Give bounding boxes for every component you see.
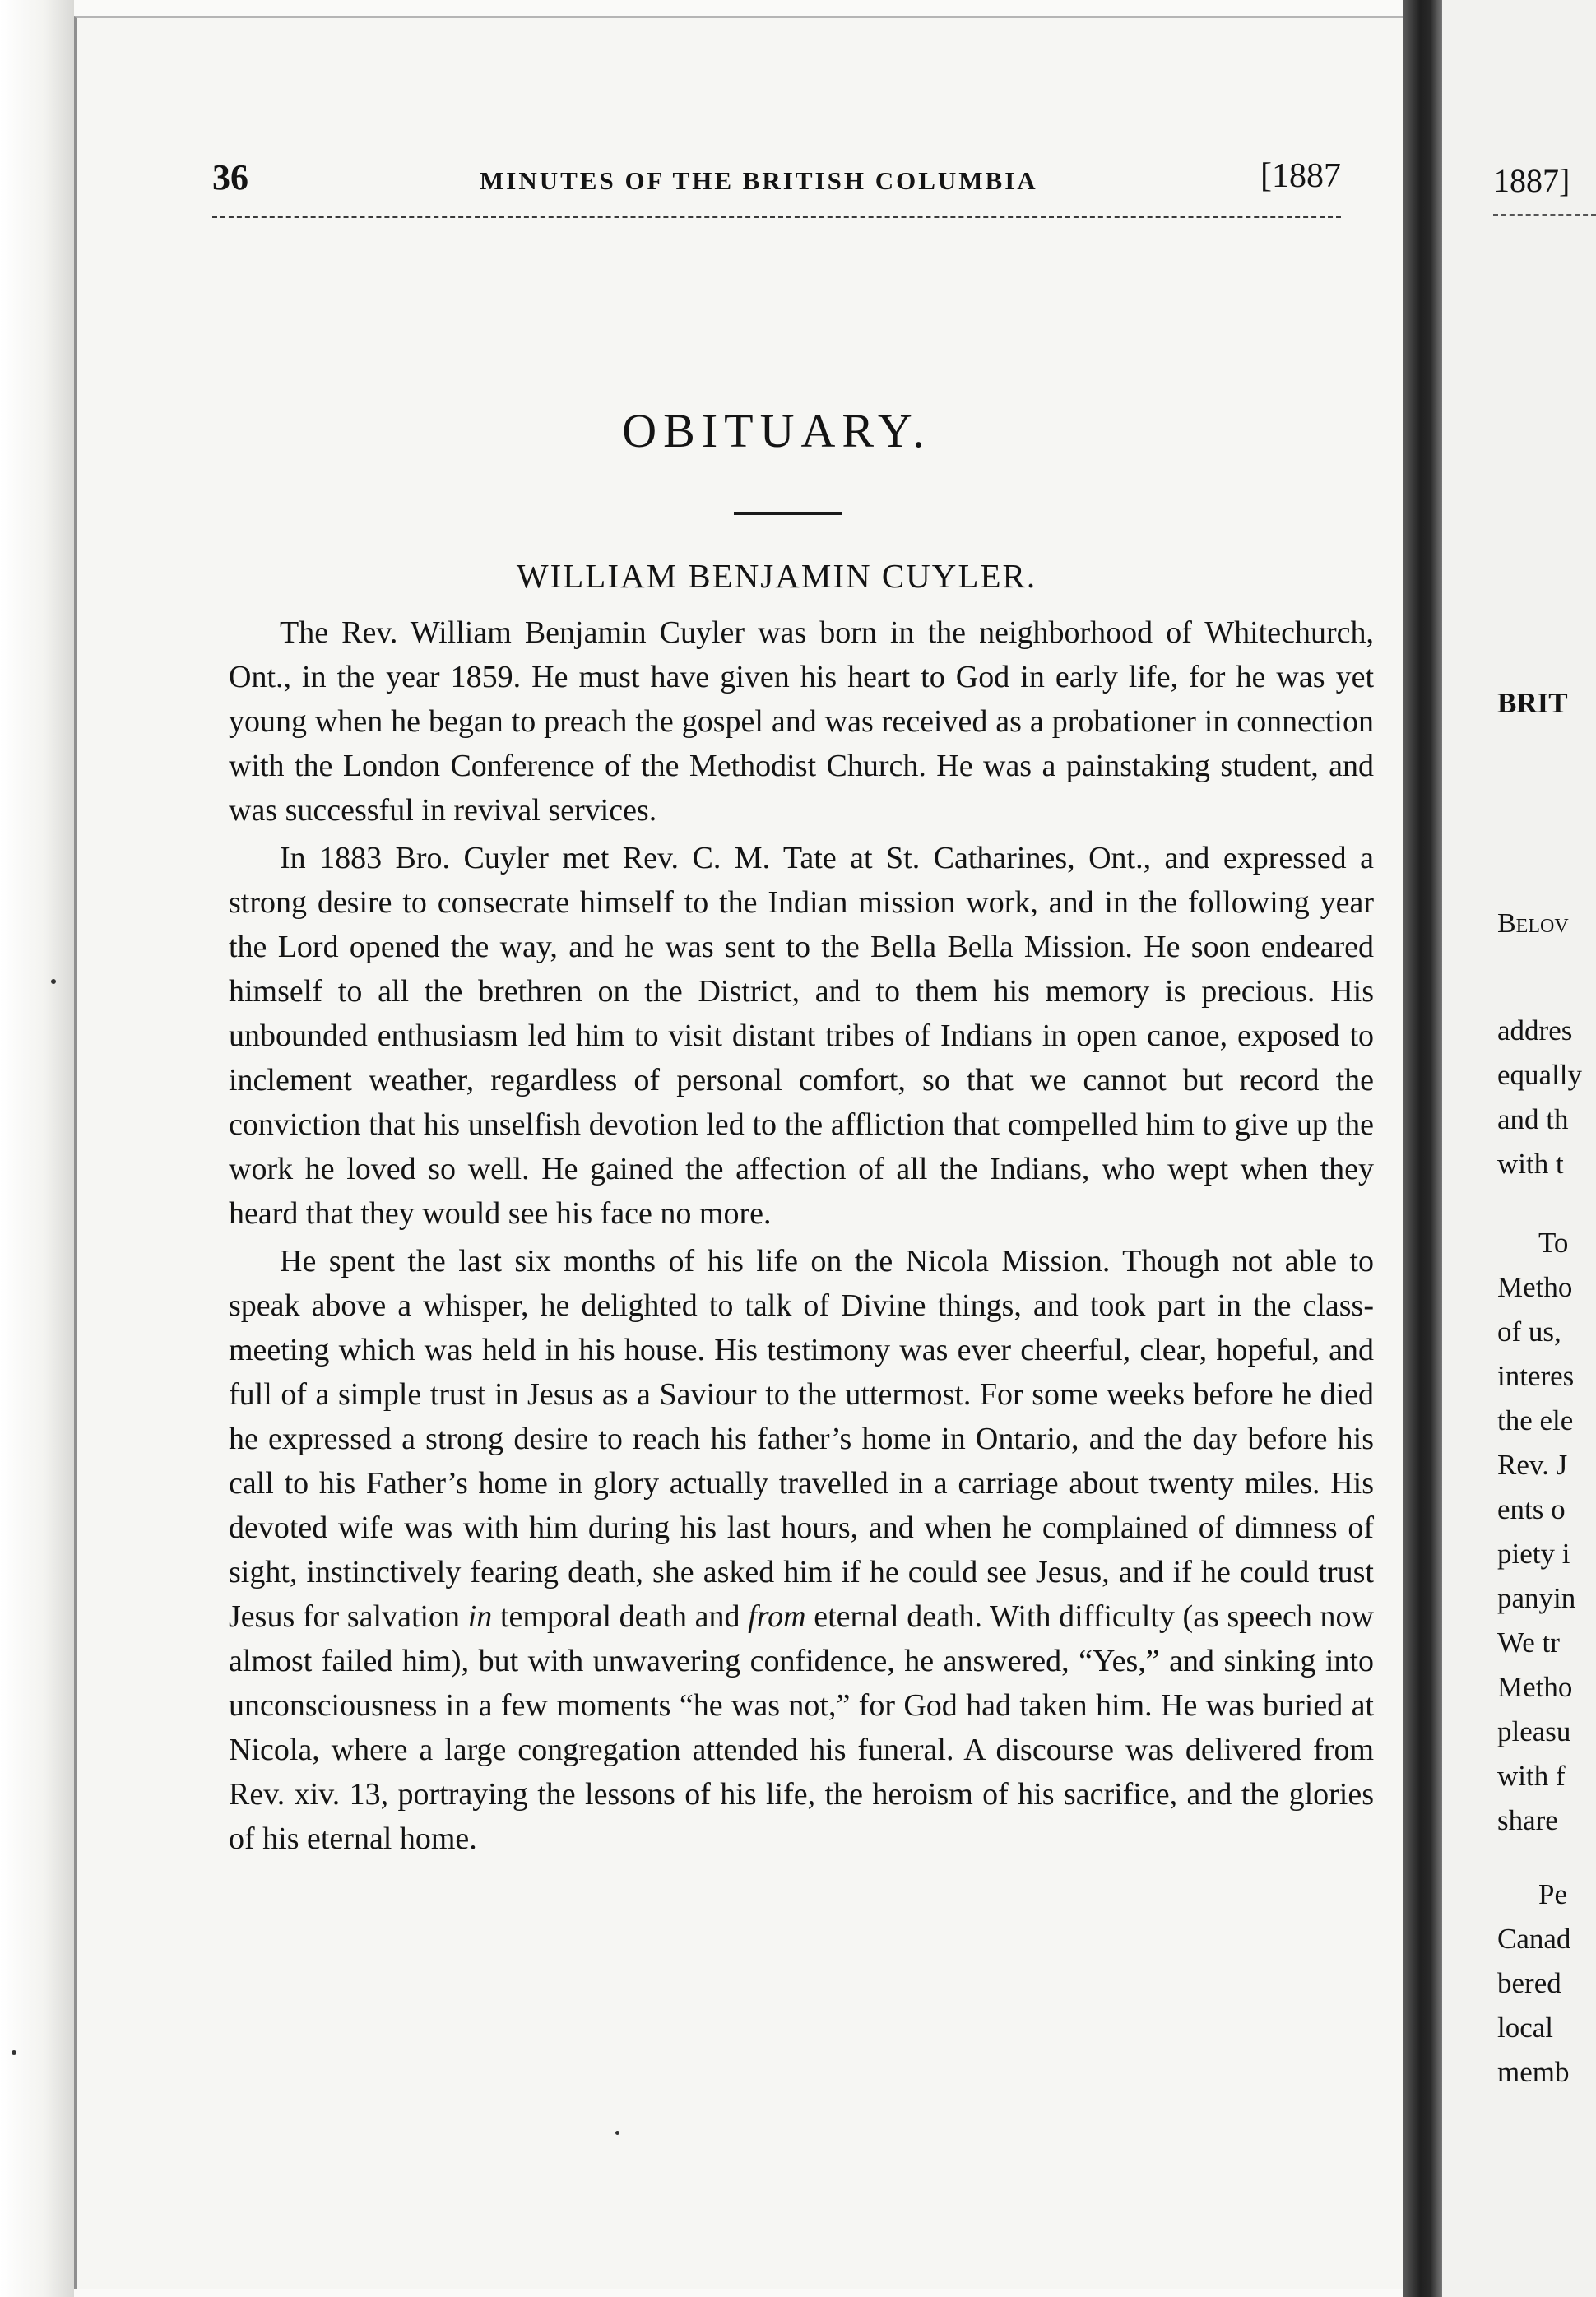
obituary-name: WILLIAM BENJAMIN CUYLER. (516, 557, 1037, 595)
facing-fragment: local (1497, 2012, 1554, 2044)
facing-fragment: pleasu (1497, 1715, 1571, 1747)
section-title: OBITUARY. (622, 404, 931, 457)
facing-fragment: share (1497, 1804, 1558, 1836)
facing-fragment: Metho (1497, 1271, 1573, 1303)
facing-fragment: interes (1497, 1360, 1575, 1392)
paragraph-text: He spent the last six months of his life on the Nicola Mission. Though not able to speak above a whisper, he delighted to talk of Divine things, and took part in the class-meeting which was held in his house. His testimony was ever cheerful, clear, hopeful, and full of a simple trust in Jesus as a Saviour to the uttermost. For some weeks before he died he expressed a strong desire to reach his father’s home in Ontario, and the day before his call to his Father’s home in glory actually travelled in a carriage about twenty miles. His devoted wife was with him during his last hours, and when he complained of dimness of sight, instinctively fearing death, she asked him if he could see Jesus, and if he could trust Jesus for salvation (229, 1244, 1374, 1634)
facing-fragment: with f (1497, 1760, 1566, 1792)
facing-fragment: with t (1497, 1148, 1564, 1180)
facing-fragment: memb (1497, 2056, 1570, 2088)
facing-fragment: BRIT (1497, 687, 1568, 719)
paragraph-text: temporal death and (492, 1599, 749, 1634)
header-year: [1887 (1260, 157, 1341, 195)
facing-fragment: the ele (1497, 1404, 1574, 1436)
title-divider (734, 512, 842, 515)
facing-fragment: of us, (1497, 1316, 1561, 1348)
facing-header-rule (1493, 214, 1596, 216)
page-number: 36 (212, 157, 248, 197)
facing-fragment: Canad (1497, 1923, 1571, 1955)
scan-speck (51, 979, 56, 984)
obituary-paragraph (229, 1239, 1374, 1861)
facing-fragment: Metho (1497, 1671, 1573, 1703)
header-rule (212, 216, 1341, 218)
facing-fragment: equally (1497, 1059, 1583, 1091)
paragraph-text: eternal death. With difficulty (as speech now almost failed him), but with unwavering confidence, he answered, “Yes,” and sinking into unconsciousness in a few moments “he was not,” for God had taken him. He was buried at Nicola, where a large congregation attended his funeral. A discourse was delivered from Rev. xiv. 13, portraying the lessons of his life, the heroism of his sacrifice, and the glories of his eternal home. (229, 1599, 1374, 1856)
running-header (212, 156, 1341, 206)
facing-fragment: panyin (1497, 1582, 1576, 1614)
facing-fragment: To (1538, 1227, 1569, 1259)
facing-fragment: bered (1497, 1967, 1561, 1999)
book-spine-gutter (1403, 0, 1442, 2297)
scan-speck (615, 2131, 619, 2135)
facing-fragment: and th (1497, 1103, 1569, 1135)
facing-fragment: ents o (1497, 1493, 1566, 1525)
scan-speck (12, 2050, 16, 2055)
facing-fragment: We tr (1497, 1626, 1560, 1659)
italic-word: in (467, 1599, 493, 1634)
facing-fragment: addres (1497, 1014, 1573, 1046)
italic-word: from (748, 1599, 806, 1634)
running-title: MINUTES OF THE BRITISH COLUMBIA (480, 166, 1038, 195)
facing-fragment: Rev. J (1497, 1449, 1568, 1481)
obituary-body (229, 610, 1374, 1861)
obituary-paragraph: The Rev. William Benjamin Cuyler was born in the neighborhood of Whitechurch, Ont., in the year 1859. He must have given his heart to God in early life, for he was yet young when he began to preach the gospel and was received as a probationer in connection with the London Conference of the Methodist Church. He was a painstaking student, and was successful in revival services. (229, 615, 1374, 828)
facing-fragment: Pe (1538, 1878, 1567, 1910)
facing-fragment: piety i (1497, 1538, 1570, 1570)
obituary-paragraph: In 1883 Bro. Cuyler met Rev. C. M. Tate at St. Catharines, Ont., and expressed a strong desire to consecrate himself to the Indian mission work, and in the following year the Lord opened the way, and he was sent to the Bella Bella Mission. He soon endeared himself to all the brethren on the District, and to them his memory is precious. His unbounded enthusiasm led him to visit distant tribes of Indians in open canoe, exposed to inclement weather, regardless of personal comfort, so that we cannot but record the conviction that his unselfish devotion led to the affliction that compelled him to give up the work he loved so well. He gained the affection of all the Indians, who wept when they heard that they would see his face no more. (229, 841, 1374, 1231)
scan-left-margin (0, 0, 74, 2297)
facing-fragment: Belov (1497, 908, 1569, 939)
facing-page-header: 1887] (1493, 162, 1570, 199)
